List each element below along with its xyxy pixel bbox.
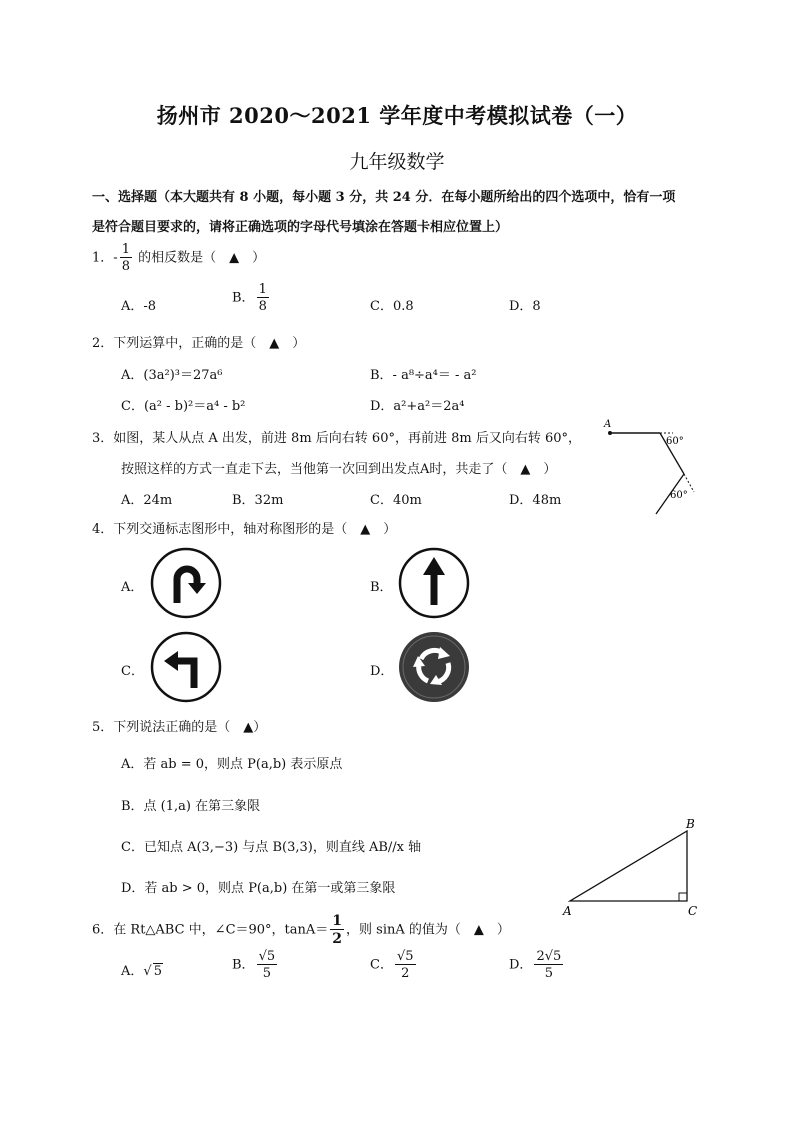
radicand: 5: [266, 949, 276, 964]
q1-option-b: [232, 283, 271, 313]
question-3-line2: 按照这样的方式一直走下去，当他第一次回到出发点A时，共走了（ ▲ ）: [121, 462, 557, 477]
fraction-denominator: 5: [544, 966, 553, 981]
question-1-stem: [92, 243, 265, 273]
left-turn-sign-icon: [150, 631, 222, 703]
q5-option-d: D．若 ab > 0，则点 P(a,b) 在第一或第三象限: [121, 881, 396, 896]
q1-option-b-fraction: [257, 283, 269, 313]
fraction-numerator: 1: [332, 913, 343, 929]
radicand: 5: [153, 964, 162, 979]
question-6-fraction: [330, 914, 344, 946]
angle-label-1: 60°: [666, 436, 684, 447]
coefficient: 2: [536, 949, 545, 964]
q3-option-d: D．48m: [509, 493, 562, 508]
option-label: B．: [232, 957, 255, 973]
q3-option-b: B．32m: [232, 493, 284, 508]
q6-option-b-fraction: [257, 950, 278, 980]
q1-option-c: C．0.8: [370, 299, 414, 314]
q4-option-a-label: A．: [121, 580, 144, 595]
q6-option-d: [509, 950, 565, 980]
sqrt-icon: √: [544, 949, 554, 964]
q1-option-d: D．8: [509, 299, 541, 314]
vertex-a-label: A: [563, 904, 572, 918]
section-heading-line1: 一、选择题（本大题共有 8 小题，每小题 3 分，共 24 分．在每小题所给出的四个选项中，恰有一项: [92, 190, 676, 205]
option-label: D．: [509, 957, 533, 973]
q4-option-b-label: B．: [370, 580, 393, 595]
q6-option-b: [232, 950, 279, 980]
straight-arrow-sign-icon: [398, 547, 470, 619]
q3-option-a: A．24m: [121, 493, 173, 508]
roundabout-sign-icon: [398, 631, 470, 703]
q2-option-c: C．(a² - b)²＝a⁴ - b²: [121, 399, 246, 414]
right-angle-mark: [679, 893, 687, 901]
q6-option-c-fraction: [395, 950, 416, 980]
right-triangle-figure: [558, 815, 708, 920]
question-6-stem: [92, 914, 510, 946]
question-1-number: 1．: [92, 250, 114, 266]
q2-option-a: A．(3a²)³＝27a⁶: [121, 368, 223, 383]
radicand: 5: [553, 949, 562, 964]
q2-option-d: D．a²+a²＝2a⁴: [370, 399, 465, 414]
option-label: C．: [370, 957, 393, 973]
question-4-stem: 4．下列交通标志图形中，轴对称图形的是（ ▲ ）: [92, 522, 397, 537]
q1-option-a: A．-8: [121, 299, 157, 314]
angle-label-2: 60°: [670, 490, 688, 501]
question-1-minus: -: [113, 250, 118, 266]
q4-option-c-label: C．: [121, 664, 144, 679]
q6-option-d-fraction: [534, 950, 563, 980]
q6-option-a: [121, 960, 163, 979]
question-5-stem: 5．下列说法正确的是（ ▲）: [92, 720, 267, 735]
q5-option-a: A．若 ab = 0，则点 P(a,b) 表示原点: [121, 757, 343, 772]
option-label: A．: [121, 964, 144, 979]
sqrt-icon: √: [396, 949, 406, 964]
fraction-numerator: 1: [121, 242, 130, 257]
q4-option-d-label: D．: [370, 664, 394, 679]
fraction-denominator: 8: [258, 299, 267, 314]
q5-option-b: B．点 (1,a) 在第三象限: [121, 799, 261, 814]
fraction-denominator: 5: [262, 966, 271, 981]
question-3-line1: 3．如图，某人从点 A 出发，前进 8m 后向右转 60°，再前进 8m 后又向右转 60°，: [92, 431, 581, 446]
question-1-fraction: [120, 243, 132, 273]
vertex-c-label: C: [688, 904, 698, 918]
radicand: 5: [405, 949, 414, 964]
fraction-denominator: 8: [121, 259, 130, 274]
fraction-denominator: 2: [332, 931, 343, 947]
q5-option-c: C．已知点 A(3,−3) 与点 B(3,3)，则直线 AB//x 轴: [121, 840, 422, 855]
page-subtitle: 九年级数学: [349, 151, 445, 173]
question-6-stem-end: ，则 sinA 的值为（ ▲ ）: [346, 922, 510, 938]
u-turn-sign-icon: [150, 547, 222, 619]
question-6-stem-start: 6．在 Rt△ABC 中，∠C＝90°，tanA＝: [92, 922, 329, 938]
q6-option-c: [370, 950, 418, 980]
vertex-b-label: B: [686, 817, 695, 831]
section-heading-line2: 是符合题目要求的，请将正确选项的字母代号填涂在答题卡相应位置上）: [92, 220, 509, 235]
triangle-abc: [570, 831, 687, 901]
q3-option-c: C．40m: [370, 493, 422, 508]
fraction-numerator: 1: [258, 282, 267, 297]
q3-path-figure: [598, 412, 708, 517]
point-a-label: A: [604, 419, 612, 430]
question-2-stem: 2．下列运算中，正确的是（ ▲ ）: [92, 336, 306, 351]
page-title: 扬州市 2020～2021 学年度中考模拟试卷（一）: [156, 103, 638, 128]
option-label: B．: [232, 290, 255, 306]
question-1-text: 的相反数是（ ▲ ）: [138, 250, 266, 266]
sqrt-icon: √: [143, 964, 152, 979]
q2-option-b: B．- a⁸÷a⁴＝ - a²: [370, 368, 477, 383]
fraction-denominator: 2: [401, 966, 410, 981]
sqrt-icon: √: [258, 949, 267, 964]
